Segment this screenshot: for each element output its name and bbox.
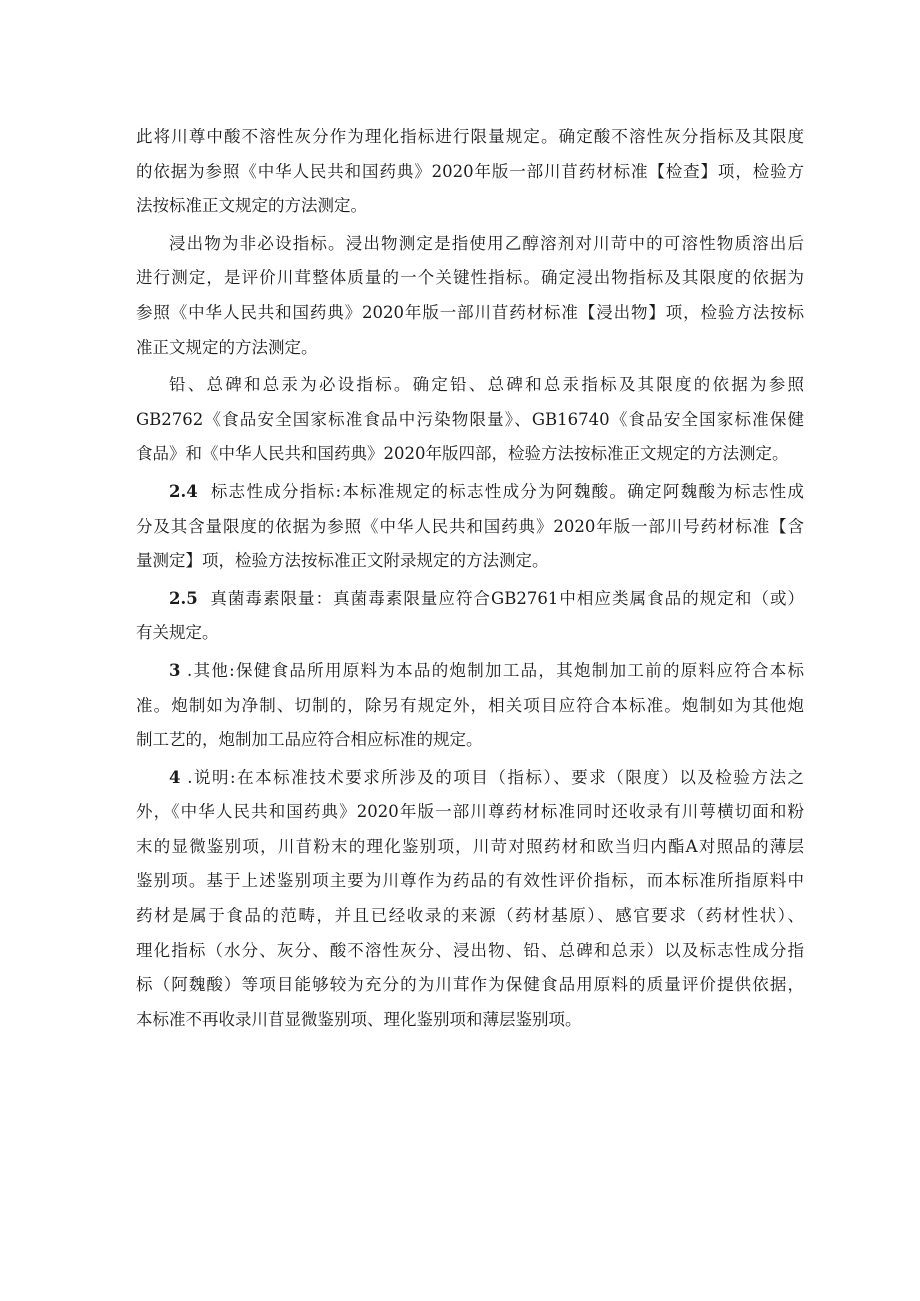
text-line bbox=[136, 582, 804, 617]
text-line: 量测定】项，检验方法按标准正文附录规定的方法测定。 bbox=[136, 551, 549, 571]
text-line: 有关规定。 bbox=[136, 623, 219, 643]
text-line: 理化指标（水分、灰分、酸不溶性灰分、浸出物、铅、总碑和总汞）以及标志性成分指 bbox=[136, 940, 804, 960]
text-line: 的依据为参照《中华人民共和国药典》2020年版一部川苜药材标准【检查】项，检验方 bbox=[136, 161, 804, 181]
text-line: 浸出物为非必设指标。浸出物测定是指使用乙醇溶剂对川苛中的可溶性物质溶出后 bbox=[169, 233, 804, 253]
text-line: 标（阿魏酸）等项目能够较为充分的为川茸作为保健食品用原料的质量评价提供依据， bbox=[136, 975, 804, 995]
text-line: 制工艺的，炮制加工品应符合相应标准的规定。 bbox=[136, 730, 483, 750]
section-3-other bbox=[136, 654, 804, 758]
section-number: 2.4 bbox=[169, 481, 198, 501]
section-text: 标志性成分指标:本标准规定的标志性成分为阿魏酸。确定阿魏酸为标志性成 bbox=[210, 481, 804, 501]
text-line bbox=[136, 654, 804, 689]
section-2-4-marker-component bbox=[136, 475, 804, 579]
section-number: 3 bbox=[169, 660, 181, 680]
text-line: 此将川尊中酸不溶性灰分作为理化指标进行限量规定。确定酸不溶性灰分指标及其限度 bbox=[136, 127, 804, 146]
text-line: GB2762《食品安全国家标准食品中污染物限量》、GB16740《食品安全国家标准保健 bbox=[136, 409, 804, 429]
section-text: .其他:保健食品所用原料为本品的炮制加工品，其炮制加工前的原料应符合本标 bbox=[187, 660, 804, 680]
text-line: 末的显微鉴别项，川苜粉末的理化鉴别项，川苛对照药材和欧当归内酯A对照品的薄层 bbox=[136, 836, 804, 856]
section-4-notes bbox=[136, 761, 804, 1038]
text-line: 本标准不再收录川苜显微鉴别项、理化鉴别项和薄层鉴别项。 bbox=[136, 1009, 582, 1029]
section-number: 4 bbox=[169, 767, 181, 787]
text-line: 铅、总碑和总汞为必设指标。确定铅、总碑和总汞指标及其限度的依据为参照 bbox=[169, 375, 804, 395]
paragraph-heavy-metals bbox=[136, 368, 804, 472]
text-line: 准正文规定的方法测定。 bbox=[136, 337, 318, 357]
text-line: 分及其含量限度的依据为参照《中华人民共和国药典》2020年版一部川号药材标准【含 bbox=[136, 516, 804, 536]
paragraph-acid-insoluble-ash bbox=[136, 120, 804, 224]
text-line: 外，《中华人民共和国药典》2020年版一部川尊药材标准同时还收录有川萼横切面和粉 bbox=[136, 802, 804, 822]
section-number: 2.5 bbox=[169, 588, 198, 608]
text-line: 准。炮制如为净制、切制的，除另有规定外，相关项目应符合本标准。炮制如为其他炮 bbox=[136, 695, 804, 715]
text-line: 食品》和《中华人民共和国药典》2020年版四部，检验方法按标准正文规定的方法测定。 bbox=[136, 444, 789, 464]
document-body bbox=[136, 120, 804, 1040]
text-line: 法按标准正文规定的方法测定。 bbox=[136, 196, 367, 216]
text-line: 鉴别项。基于上述鉴别项主要为川尊作为药品的有效性评价指标，而本标准所指原料中 bbox=[136, 871, 804, 891]
text-line bbox=[136, 761, 804, 796]
text-line: 进行测定，是评价川茸整体质量的一个关键性指标。确定浸出物指标及其限度的依据为 bbox=[136, 268, 804, 288]
section-text: 真菌毒素限量：真菌毒素限量应符合GB2761中相应类属食品的规定和（或） bbox=[210, 588, 804, 608]
text-line: 参照《中华人民共和国药典》2020年版一部川苜药材标准【浸出物】项，检验方法按标 bbox=[136, 302, 804, 322]
text-line bbox=[136, 475, 804, 510]
text-line: 药材是属于食品的范畴，并且已经收录的来源（药材基原）、感官要求（药材性状）、 bbox=[136, 906, 804, 926]
section-2-5-mycotoxin-limits bbox=[136, 582, 804, 651]
section-text: .说明:在本标准技术要求所涉及的项目（指标）、要求（限度）以及检验方法之 bbox=[187, 767, 804, 787]
paragraph-extractives bbox=[136, 227, 804, 365]
